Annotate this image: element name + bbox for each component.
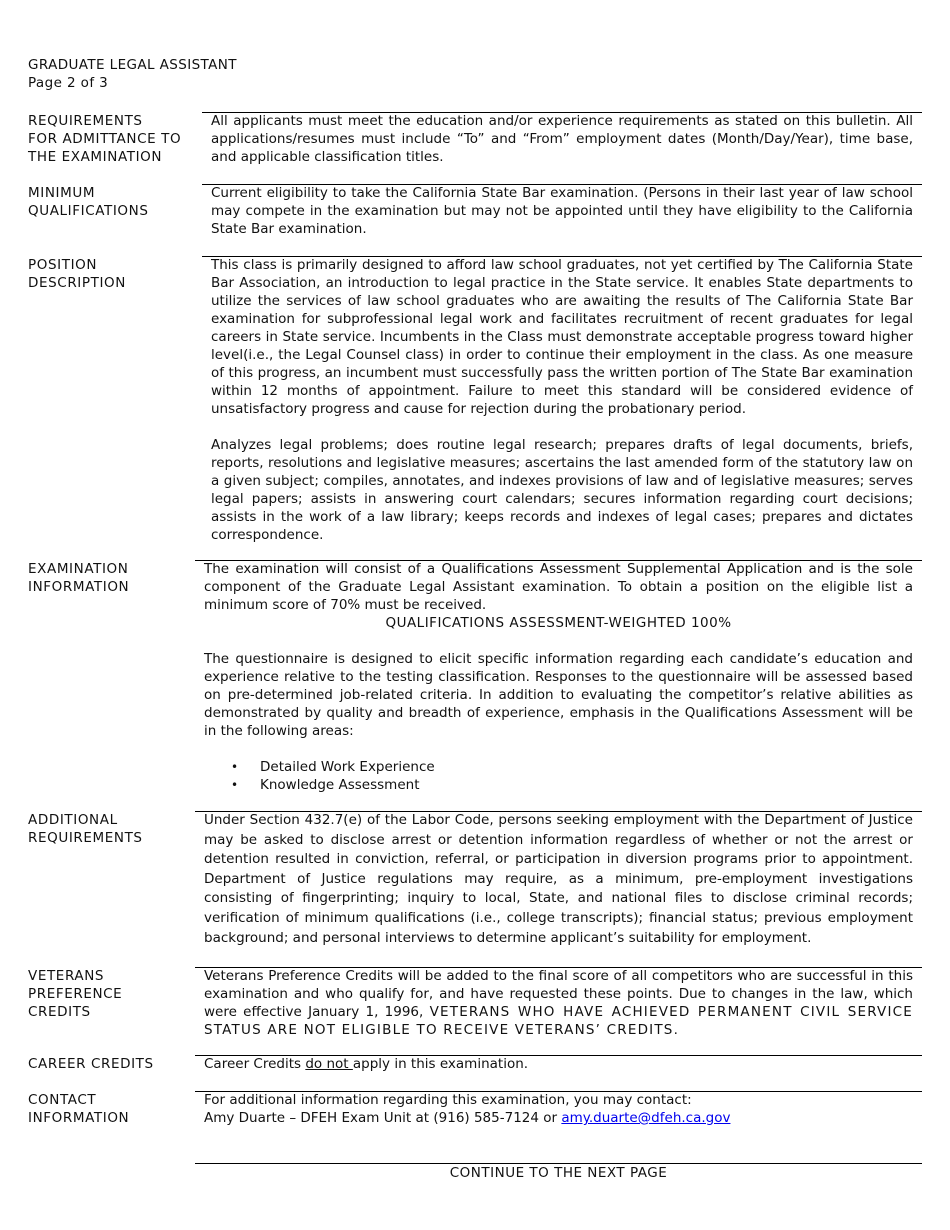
additional-requirements-text: Under Section 432.7(e) of the Labor Code, persons seeking employment with the Department of Justice may be asked to disclose arrest or detention information regardless of whether or not the arrest or detention resulted in conviction, referral, or participation in diversion programs prior to appointment. Department of Justice regulations may require, as a minimum, pre-employment investigations consisting of fingerprinting; inquiry to local, State, and national files to disclose criminal records; verification of minimum qualifications (i.e., college transcripts); financial status; previous employment background; and personal interviews to determine applicant’s suitability for employment. <box>204 812 913 946</box>
contact-information-label: CONTACT INFORMATION <box>28 1092 130 1126</box>
contact-email-link[interactable]: amy.duarte@dfeh.ca.gov <box>561 1110 731 1126</box>
examination-information-label: EXAMINATION INFORMATION <box>28 561 130 595</box>
additional-requirements-label: ADDITIONAL REQUIREMENTS <box>28 812 143 846</box>
career-credits-label: CAREER CREDITS <box>28 1056 154 1072</box>
veterans-caps-notice: VETERANS WHO HAVE ACHIEVED PERMANENT CIVIL SERVICE STATUS ARE NOT ELIGIBLE TO RECEIVE VETERANS’ CREDITS. <box>204 1004 914 1038</box>
position-paragraph: This class is primarily designed to afford law school graduates, not yet certified by The California State Bar Association, an introduction to legal practice in the State service. It enables State departments to utilize the services of law school graduates who are awaiting the results of The California State Bar examination for subprofessional legal work and facilitates recruitment of recent graduates for legal careers in State service. Incumbents in the Class must demonstrate acceptable progress toward higher level(i.e., the Legal Counsel class) in order to continue their employment in the class. As one measure of this progress, an incumbent must successfully pass the written portion of The State Bar examination within 12 months of appointment. Failure to meet this standard will be considered evidence of unsatisfactory progress and cause for rejection during the probationary period. <box>211 257 913 417</box>
do-not-emphasis: do not <box>305 1056 353 1072</box>
assessment-areas-list <box>204 758 913 794</box>
position-duties-paragraph: Analyzes legal problems; does routine legal research; prepares drafts of legal documents, briefs, reports, resolutions and legislative measures; ascertains the last amended form of the statutory law on a given subject; compiles, annotates, and indexes provisions of law and of legislative measures; serves legal papers; assists in answering court calendars; secures information regarding court decisions; assists in the work of a law library; keeps records and indexes of legal cases; prepares and dictates correspondence. <box>211 437 913 543</box>
veterans-preference-text: Veterans Preference Credits will be added to the final score of all competitors who are successful in this examination and who qualify for, and have requested these points. Due to changes in the law, which were effective January 1, 1996, VETERANS WHO HAVE ACHIEVED PERMANENT CIVIL SERVICE STATUS ARE NOT ELIGIBLE TO RECEIVE VETERANS’ CREDITS. <box>204 968 914 1038</box>
weighted-heading: QUALIFICATIONS ASSESSMENT-WEIGHTED 100% <box>385 615 732 631</box>
continue-notice: CONTINUE TO THE NEXT PAGE <box>449 1165 668 1181</box>
list-item: • Knowledge Assessment <box>260 776 913 794</box>
requirements-text: All applicants must meet the education and/or experience requirements as stated on this bulletin. All applications/resumes must include “To” and “From” employment dates (Month/Day/Year), time base, and applicable classification titles. <box>211 113 913 165</box>
career-credits-text: Career Credits do not apply in this examination. <box>204 1056 529 1072</box>
position-description-text <box>211 256 913 544</box>
questionnaire-paragraph: The questionnaire is designed to elicit specific information regarding each candidate’s education and experience relative to the testing classification. Responses to the questionnaire will be assessed based on pre-determined job-related criteria. In addition to evaluating the competitor’s relative abilities as demonstrated by quality and breadth of experience, emphasis in the Qualifications Assessment will be in the following areas: <box>204 651 913 739</box>
exam-paragraph: The examination will consist of a Qualifications Assessment Supplemental Application and is the sole component of the Graduate Legal Assistant examination. To obtain a position on the eligible list a minimum score of 70% must be received. <box>204 561 913 613</box>
examination-information-text <box>204 560 913 794</box>
requirements-label: REQUIREMENTS FOR ADMITTANCE TO THE EXAMINATION <box>28 113 182 165</box>
position-description-label: POSITION DESCRIPTION <box>28 257 126 291</box>
minimum-qualifications-text: Current eligibility to take the California State Bar examination. (Persons in their last year of law school may compete in the examination but may not be appointed until they have eligibility to the California State Bar examination. <box>211 185 913 237</box>
veterans-preference-label: VETERANS PREFERENCE CREDITS <box>28 968 123 1020</box>
page-number: Page 2 of 3 <box>28 75 109 91</box>
document-header <box>28 56 237 92</box>
list-item: • Detailed Work Experience <box>260 758 913 776</box>
document-title: GRADUATE LEGAL ASSISTANT <box>28 57 237 73</box>
minimum-qualifications-label: MINIMUM QUALIFICATIONS <box>28 185 149 219</box>
contact-information-text: For additional information regarding this examination, you may contact: Amy Duarte – DFEH Exam Unit at (916) 585-7124 or amy.duarte@dfeh.ca.gov <box>204 1092 731 1126</box>
